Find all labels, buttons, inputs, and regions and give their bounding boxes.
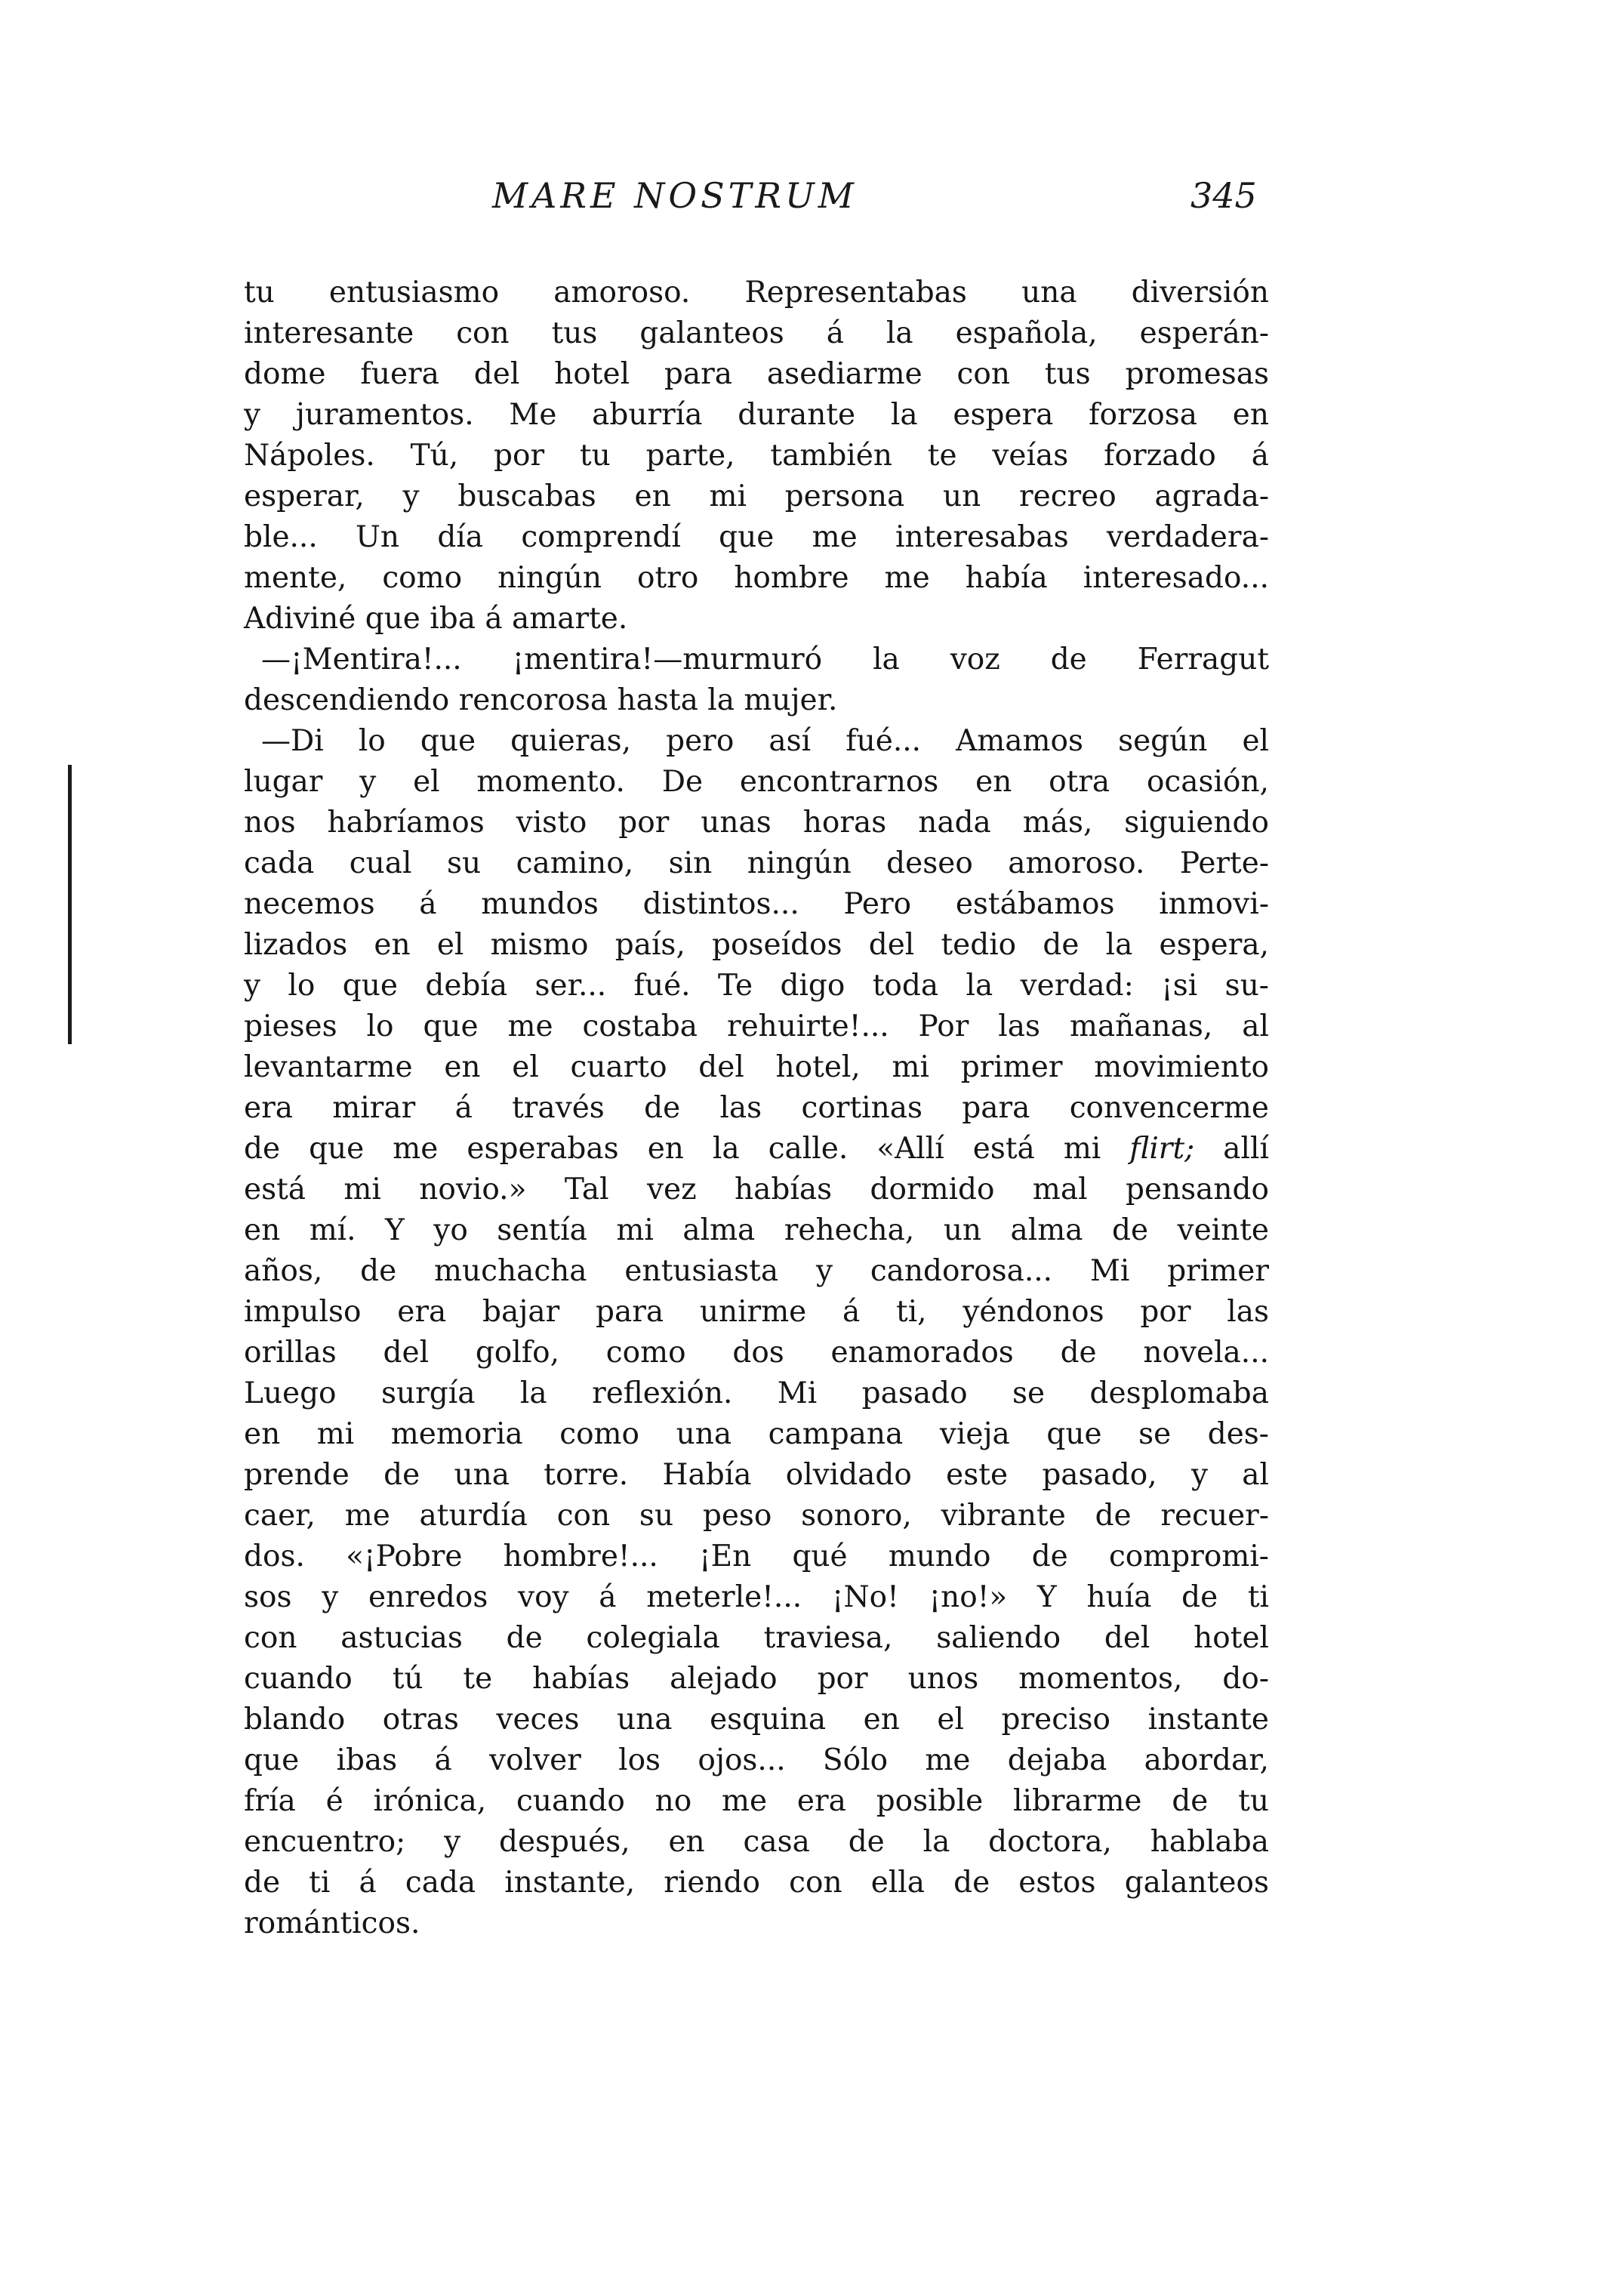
page-number: 345 [1190,175,1257,216]
text-line: Nápoles. Tú, por tu parte, también te veías forzado á [244,439,1269,473]
text-line: descendiendo rencorosa hasta la mujer. [244,683,838,717]
text-line: fría é irónica, cuando no me era posible librarme de tu [244,1784,1269,1818]
text-line: era mirar á través de las cortinas para convencerme [244,1091,1269,1125]
text-line: necemos á mundos distintos... Pero estábamos inmovi- [244,887,1269,921]
italic-word: flirt; [1129,1132,1195,1166]
text-line: —¡Mentira!... ¡mentira!—murmuró la voz de Ferragut [261,643,1269,676]
text-line: ble... Un día comprendí que me interesabas verdadera- [244,520,1269,554]
text-line: cuando tú te habías alejado por unos momentos, do- [244,1662,1269,1696]
text-line: dome fuera del hotel para asediarme con tus promesas [244,357,1269,391]
text-line: encuentro; y después, en casa de la doctora, hablaba [244,1825,1269,1859]
text-line: orillas del golfo, como dos enamorados de novela... [244,1336,1269,1370]
text-line: pieses lo que me costaba rehuirte!... Por las mañanas, al [244,1009,1269,1043]
text-line: esperar, y buscabas en mi persona un recreo agrada- [244,479,1269,513]
text-line: dos. «¡Pobre hombre!... ¡En qué mundo de compromi- [244,1539,1269,1573]
text-line: levantarme en el cuarto del hotel, mi primer movimiento [244,1050,1269,1084]
text-line: lugar y el momento. De encontrarnos en otra ocasión, [244,765,1269,799]
running-title: MARE NOSTRUM [492,175,858,216]
text-line: —Di lo que quieras, pero así fué... Amamos según el [261,724,1269,758]
text-line: nos habríamos visto por unas horas nada más, siguiendo [244,806,1269,840]
text-line: prende de una torre. Había olvidado este pasado, y al [244,1458,1269,1492]
text-line: que ibas á volver los ojos... Sólo me dejaba abordar, [244,1743,1269,1777]
text-line: cada cual su camino, sin ningún deseo amoroso. Perte- [244,846,1269,880]
text-line: caer, me aturdía con su peso sonoro, vibrante de recuer- [244,1499,1269,1533]
text-line: de ti á cada instante, riendo con ella de estos galanteos [244,1866,1269,1900]
text-line: impulso era bajar para unirme á ti, yéndonos por las [244,1295,1269,1329]
text-line: en mí. Y yo sentía mi alma rehecha, un alma de veinte [244,1213,1269,1247]
text-line: y lo que debía ser... fué. Te digo toda la verdad: ¡si su- [244,969,1269,1003]
text-line: está mi novio.» Tal vez habías dormido mal pensando [244,1173,1269,1207]
text-line: tu entusiasmo amoroso. Representabas una diversión [244,276,1269,310]
text-line: lizados en el mismo país, poseídos del tedio de la espera, [244,928,1269,962]
text-line: mente, como ningún otro hombre me había interesado... [244,561,1269,595]
text-line: en mi memoria como una campana vieja que se des- [244,1417,1269,1451]
text-line: de que me esperabas en la calle. «Allí está mi flirt; allí [244,1132,1269,1166]
text-line: años, de muchacha entusiasta y candorosa... Mi primer [244,1254,1269,1288]
text-line: románticos. [244,1906,420,1940]
text-line: interesante con tus galanteos á la española, esperán- [244,316,1269,350]
text-line: Adiviné que iba á amarte. [244,602,628,636]
text-line: blando otras veces una esquina en el preciso instante [244,1703,1269,1737]
text-line: Luego surgía la reflexión. Mi pasado se desplomaba [244,1376,1269,1410]
text-line: con astucias de colegiala traviesa, saliendo del hotel [244,1621,1269,1655]
text-line: sos y enredos voy á meterle!... ¡No! ¡no!» Y huía de ti [244,1580,1269,1614]
text-line: y juramentos. Me aburría durante la espera forzosa en [244,398,1269,432]
